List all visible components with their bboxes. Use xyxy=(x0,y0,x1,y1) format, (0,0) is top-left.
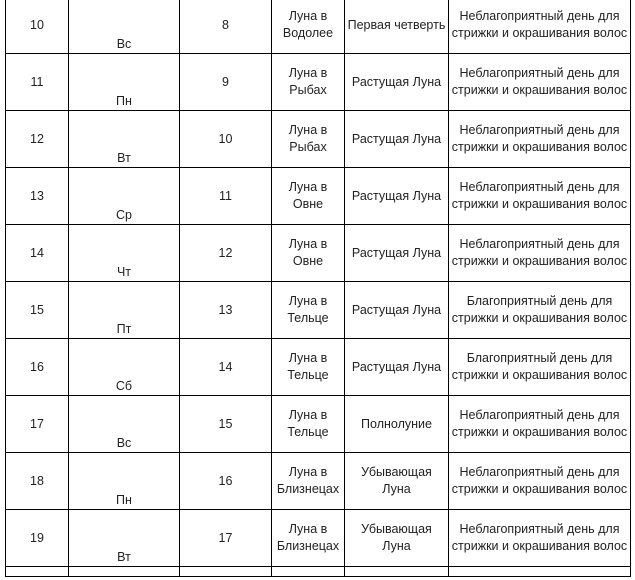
moon-sign-cell: Луна в Овне xyxy=(272,168,345,225)
weekday-cell: Вт xyxy=(69,111,180,168)
weekday-cell: Пн xyxy=(69,453,180,510)
moon-phase-cell: Убывающая Луна xyxy=(345,453,449,510)
verdict-cell: Неблагоприятный день для стрижки и окрашивания волос xyxy=(449,510,631,567)
moon-phase-cell: Растущая Луна xyxy=(345,54,449,111)
empty-cell xyxy=(272,567,345,577)
moon-phase-cell: Убывающая Луна xyxy=(345,510,449,567)
moon-phase-cell: Растущая Луна xyxy=(345,282,449,339)
table-row xyxy=(6,339,631,396)
weekday-cell: Вс xyxy=(69,0,180,54)
moon-phase-cell: Растущая Луна xyxy=(345,339,449,396)
table-row xyxy=(6,282,631,339)
lunar-day-cell: 11 xyxy=(180,168,272,225)
date-cell: 11 xyxy=(6,54,69,111)
date-cell: 17 xyxy=(6,396,69,453)
date-cell: 10 xyxy=(6,0,69,54)
verdict-cell: Неблагоприятный день для стрижки и окрашивания волос xyxy=(449,396,631,453)
lunar-day-cell: 12 xyxy=(180,225,272,282)
empty-cell xyxy=(69,567,180,577)
moon-phase-cell: Растущая Луна xyxy=(345,225,449,282)
table-row xyxy=(6,0,631,54)
empty-cell xyxy=(449,567,631,577)
verdict-cell: Благоприятный день для стрижки и окрашивания волос xyxy=(449,282,631,339)
lunar-day-cell: 15 xyxy=(180,396,272,453)
lunar-haircut-calendar-table xyxy=(5,0,631,577)
table-row xyxy=(6,54,631,111)
lunar-day-cell: 10 xyxy=(180,111,272,168)
date-cell: 19 xyxy=(6,510,69,567)
verdict-cell: Неблагоприятный день для стрижки и окрашивания волос xyxy=(449,453,631,510)
date-cell: 14 xyxy=(6,225,69,282)
lunar-day-cell: 16 xyxy=(180,453,272,510)
moon-sign-cell: Луна в Водолее xyxy=(272,0,345,54)
table-row xyxy=(6,225,631,282)
moon-phase-cell: Полнолуние xyxy=(345,396,449,453)
lunar-day-cell: 9 xyxy=(180,54,272,111)
weekday-cell: Вс xyxy=(69,396,180,453)
table-row-cut-off xyxy=(6,567,631,577)
moon-sign-cell: Луна в Рыбах xyxy=(272,54,345,111)
moon-sign-cell: Луна в Тельце xyxy=(272,339,345,396)
date-cell: 13 xyxy=(6,168,69,225)
moon-sign-cell: Луна в Тельце xyxy=(272,396,345,453)
date-cell: 16 xyxy=(6,339,69,396)
moon-phase-cell: Растущая Луна xyxy=(345,111,449,168)
table-row xyxy=(6,111,631,168)
moon-sign-cell: Луна в Тельце xyxy=(272,282,345,339)
moon-sign-cell: Луна в Близнецах xyxy=(272,453,345,510)
table-row xyxy=(6,168,631,225)
moon-sign-cell: Луна в Овне xyxy=(272,225,345,282)
moon-phase-cell: Растущая Луна xyxy=(345,168,449,225)
weekday-cell: Пн xyxy=(69,54,180,111)
verdict-cell: Благоприятный день для стрижки и окрашивания волос xyxy=(449,339,631,396)
verdict-cell: Неблагоприятный день для стрижки и окрашивания волос xyxy=(449,168,631,225)
date-cell: 12 xyxy=(6,111,69,168)
date-cell: 15 xyxy=(6,282,69,339)
lunar-day-cell: 17 xyxy=(180,510,272,567)
weekday-cell: Чт xyxy=(69,225,180,282)
moon-sign-cell: Луна в Близнецах xyxy=(272,510,345,567)
verdict-cell: Неблагоприятный день для стрижки и окрашивания волос xyxy=(449,54,631,111)
lunar-day-cell: 8 xyxy=(180,0,272,54)
lunar-day-cell: 14 xyxy=(180,339,272,396)
empty-cell xyxy=(180,567,272,577)
verdict-cell: Неблагоприятный день для стрижки и окрашивания волос xyxy=(449,111,631,168)
moon-phase-cell: Первая четверть xyxy=(345,0,449,54)
date-cell: 18 xyxy=(6,453,69,510)
table-row xyxy=(6,510,631,567)
verdict-cell: Неблагоприятный день для стрижки и окрашивания волос xyxy=(449,0,631,54)
weekday-cell: Ср xyxy=(69,168,180,225)
verdict-cell: Неблагоприятный день для стрижки и окрашивания волос xyxy=(449,225,631,282)
table-row xyxy=(6,453,631,510)
table-row xyxy=(6,396,631,453)
weekday-cell: Сб xyxy=(69,339,180,396)
weekday-cell: Вт xyxy=(69,510,180,567)
moon-sign-cell: Луна в Рыбах xyxy=(272,111,345,168)
lunar-day-cell: 13 xyxy=(180,282,272,339)
weekday-cell: Пт xyxy=(69,282,180,339)
empty-cell xyxy=(345,567,449,577)
calendar-table-body xyxy=(6,0,631,577)
empty-cell xyxy=(6,567,69,577)
